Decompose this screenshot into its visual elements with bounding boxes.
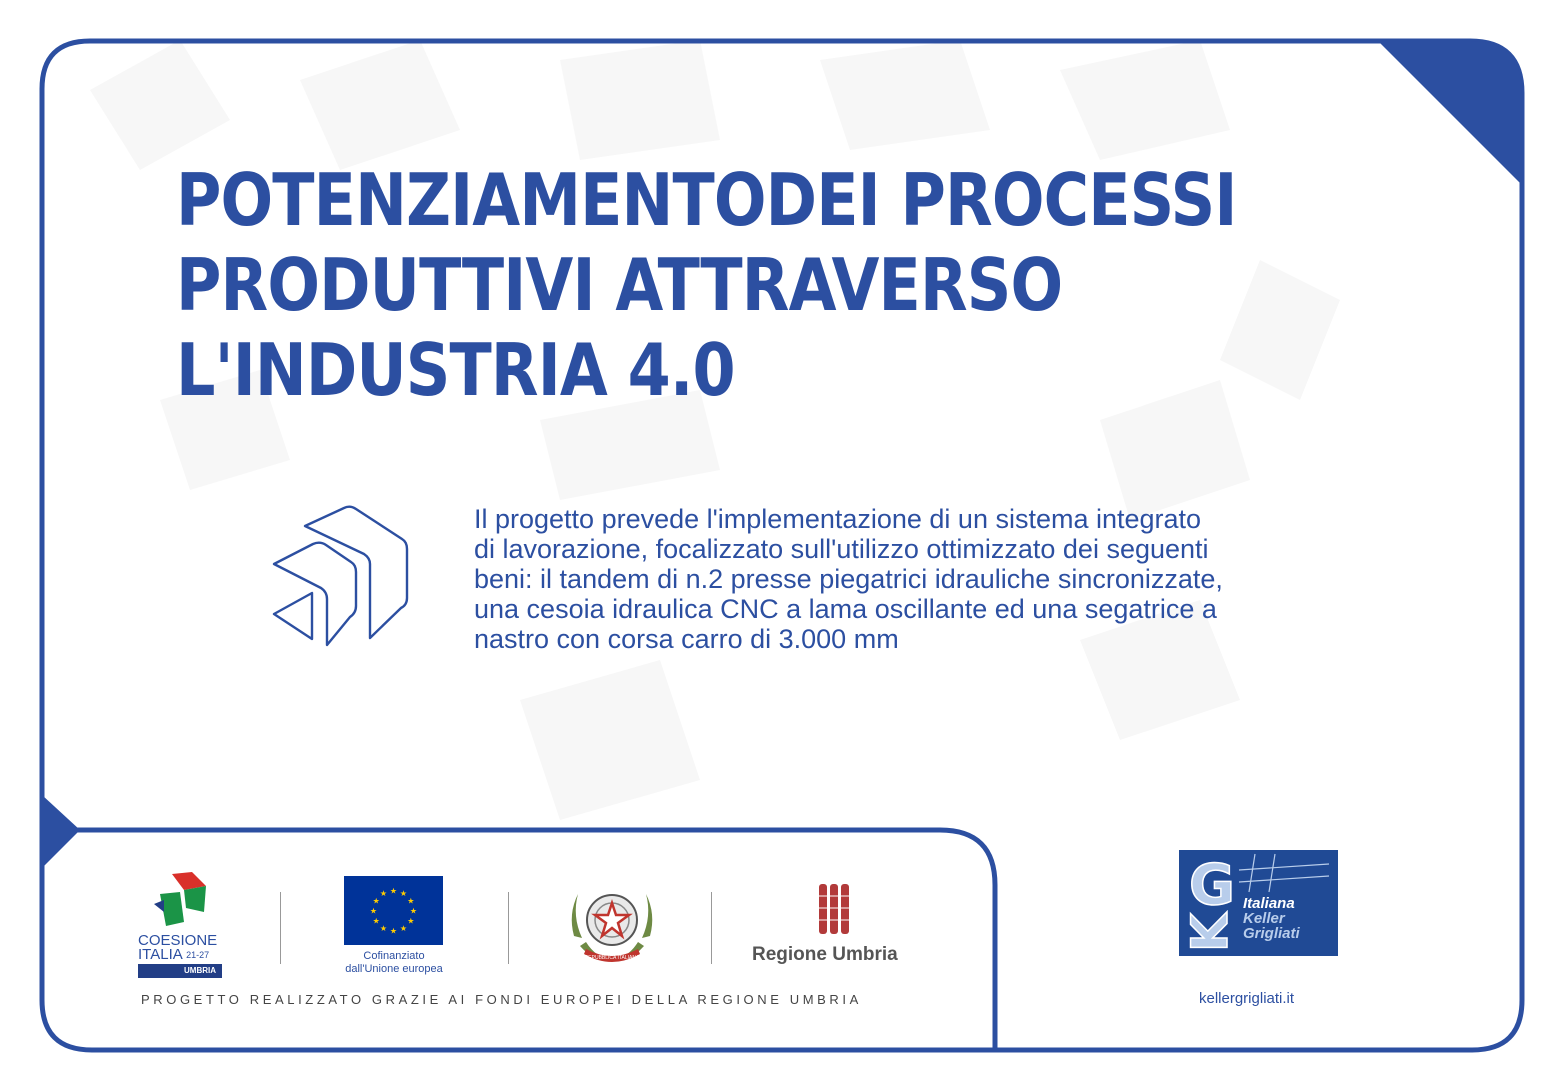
keller-line-3: Grigliati bbox=[1243, 925, 1300, 942]
coesione-line-2: ITALIA bbox=[138, 946, 182, 963]
eu-star-icon: ★ bbox=[372, 916, 380, 926]
keller-line-1: Italiana bbox=[1243, 895, 1295, 912]
project-arrows-icon bbox=[270, 504, 412, 650]
coesione-italia-text bbox=[138, 934, 217, 962]
eu-star-icon: ★ bbox=[379, 923, 388, 933]
eu-star-icon: ★ bbox=[407, 916, 415, 926]
description-line-3: beni: il tandem di n.2 presse piegatrici idrauliche sincronizzate, bbox=[474, 564, 1223, 594]
description-line-2: di lavorazione, focalizzato sull'utilizzo ottimizzato dei seguenti bbox=[474, 534, 1209, 564]
project-description bbox=[474, 504, 1374, 654]
funding-statement: PROGETTO REALIZZATO GRAZIE AI FONDI EUROPEI DELLA REGIONE UMBRIA bbox=[141, 992, 862, 1007]
description-line-5: nastro con corsa carro di 3.000 mm bbox=[474, 624, 899, 654]
logo-divider bbox=[280, 892, 281, 964]
eu-star-icon: ★ bbox=[399, 889, 408, 899]
keller-logo-text bbox=[1243, 896, 1300, 941]
eu-star-icon: ★ bbox=[407, 896, 415, 906]
description-line-1: Il progetto prevede l'implementazione di un sistema integrato bbox=[474, 504, 1202, 534]
eu-star-icon: ★ bbox=[399, 923, 408, 933]
eu-star-icon: ★ bbox=[389, 886, 398, 896]
eu-star-icon: ★ bbox=[369, 906, 378, 916]
corner-triangle-top-right bbox=[1378, 41, 1522, 185]
emblem-ribbon-text: REPUBBLICA ITALIANA bbox=[584, 955, 640, 961]
eu-caption bbox=[322, 950, 466, 976]
corner-triangle-left bbox=[42, 795, 80, 868]
regione-umbria-emblem-icon bbox=[817, 884, 851, 940]
keller-g-letter: G bbox=[1189, 853, 1235, 918]
coesione-italia-logo-icon bbox=[154, 872, 208, 928]
keller-line-2: Keller bbox=[1243, 910, 1285, 927]
italiana-keller-grigliati-logo bbox=[1179, 850, 1338, 956]
title-line-2: PRODUTTIVI ATTRAVERSO bbox=[176, 243, 1063, 327]
description-line-4: una cesoia idraulica CNC a lama oscillante ed una segatrice a bbox=[474, 594, 1217, 624]
title-line-3: L'INDUSTRIA 4.0 bbox=[176, 328, 735, 412]
eu-star-icon: ★ bbox=[409, 906, 418, 916]
company-website-link[interactable]: kellergrigliati.it bbox=[1199, 990, 1295, 1007]
page-title bbox=[176, 158, 1237, 413]
repubblica-italiana-emblem-icon bbox=[566, 876, 658, 968]
regione-umbria-label: Regione Umbria bbox=[752, 944, 898, 965]
keller-k-letter: K bbox=[1181, 913, 1239, 952]
eu-caption-line-2: dall'Unione europea bbox=[345, 963, 443, 975]
eu-flag-icon bbox=[344, 876, 443, 945]
eu-star-icon: ★ bbox=[389, 926, 398, 936]
logo-divider bbox=[508, 892, 509, 964]
logo-divider bbox=[711, 892, 712, 964]
title-line-1: POTENZIAMENTODEI PROCESSI bbox=[176, 158, 1237, 242]
coesione-umbria-tag: UMBRIA bbox=[138, 964, 222, 978]
eu-star-icon: ★ bbox=[372, 896, 380, 906]
eu-star-icon: ★ bbox=[379, 889, 388, 899]
coesione-years: 21-27 bbox=[186, 950, 210, 960]
background-pattern bbox=[90, 40, 1340, 820]
coesione-line-1: COESIONE bbox=[138, 932, 218, 949]
eu-caption-line-1: Cofinanziato bbox=[363, 950, 425, 962]
